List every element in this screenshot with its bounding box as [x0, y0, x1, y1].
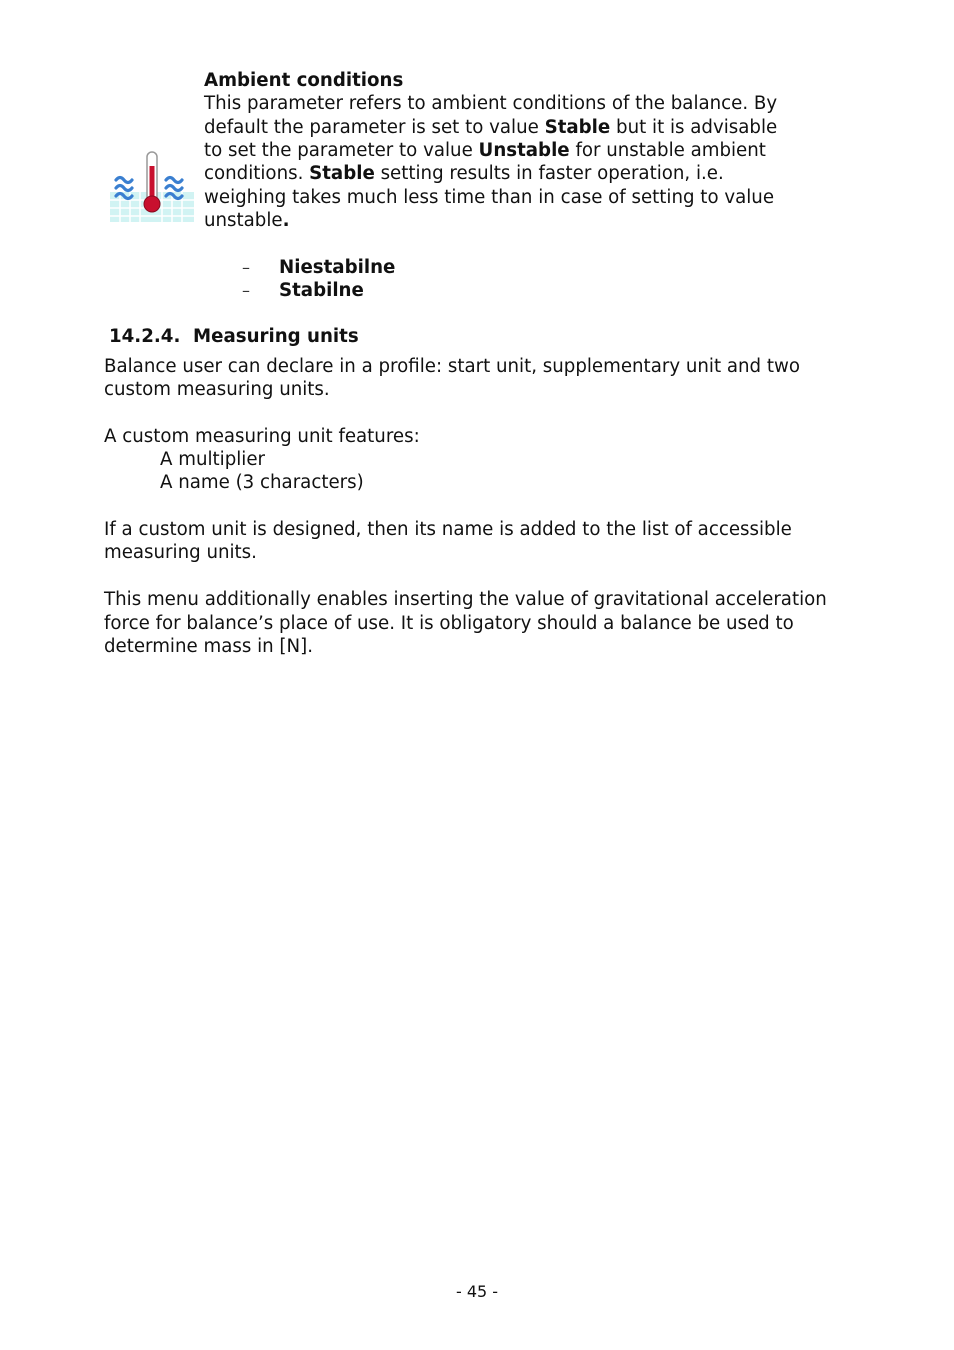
section-heading: 14.2.4. Measuring units: [109, 326, 359, 347]
paragraph-2-intro: A custom measuring unit features:: [104, 426, 420, 447]
ambient-title: Ambient conditions: [204, 70, 404, 91]
paragraph-4-line-2: force for balance’s place of use. It is obligatory should a balance be used to: [104, 613, 794, 634]
thermometer-waves-icon: [110, 148, 194, 224]
feature-item: A name (3 characters): [160, 472, 364, 493]
ambient-desc-line-2: default the parameter is set to value Stable but it is advisable: [204, 117, 778, 138]
ambient-desc-line-6: unstable.: [204, 210, 290, 231]
ambient-desc-line-3: to set the parameter to value Unstable for unstable ambient: [204, 140, 766, 161]
option-dash: –: [242, 281, 250, 300]
option-stabilne: Stabilne: [279, 280, 364, 301]
ambient-desc-line-5: weighing takes much less time than in case of setting to value: [204, 187, 775, 208]
feature-item: A multiplier: [160, 449, 266, 470]
paragraph-4-line-1: This menu additionally enables inserting the value of gravitational acceleration: [104, 589, 827, 610]
paragraph-3-line-2: measuring units.: [104, 542, 257, 563]
paragraph-4-line-3: determine mass in [N].: [104, 636, 314, 657]
paragraph-3-line-1: If a custom unit is designed, then its name is added to the list of accessible: [104, 519, 792, 540]
option-dash: –: [242, 258, 250, 277]
ambient-desc-line-4: conditions. Stable setting results in faster operation, i.e.: [204, 163, 724, 184]
paragraph-1-line-2: custom measuring units.: [104, 379, 330, 400]
page-number: - 45 -: [455, 1282, 499, 1301]
option-niestabilne: Niestabilne: [279, 257, 396, 278]
ambient-desc-line-1: This parameter refers to ambient conditions of the balance. By: [204, 93, 778, 114]
paragraph-1-line-1: Balance user can declare in a profile: start unit, supplementary unit and two: [104, 356, 801, 377]
